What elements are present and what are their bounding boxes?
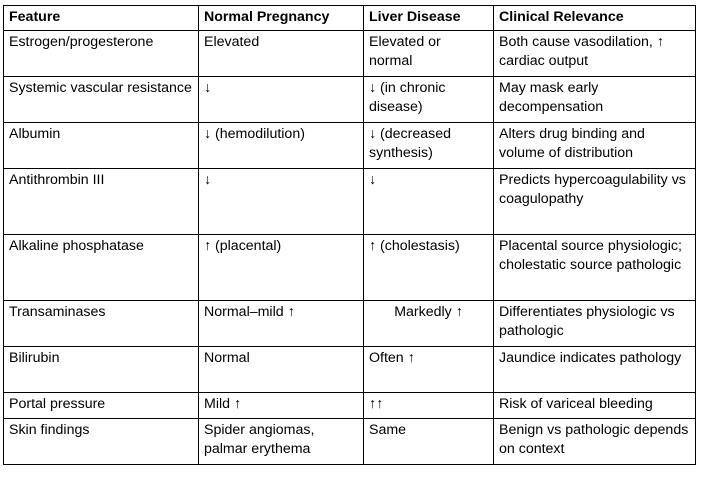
header-liver-disease: Liver Disease [364,6,494,31]
cell-feature: Estrogen/progesterone [4,31,199,77]
table-row [4,77,696,123]
cell-relevance: Differentiates physiologic vs pathologic [494,301,696,347]
cell-pregnancy: ↑ (placental) [199,235,364,301]
cell-relevance: Both cause vasodilation, ↑ cardiac output [494,31,696,77]
cell-feature: Bilirubin [4,347,199,393]
cell-pregnancy: ↓ [199,77,364,123]
cell-liver: ↑↑ [364,393,494,419]
cell-liver: ↓ (in chronic disease) [364,77,494,123]
cell-pregnancy: Spider angiomas, palmar erythema [199,419,364,465]
cell-liver: Markedly ↑ [364,301,494,347]
cell-liver: Often ↑ [364,347,494,393]
cell-pregnancy: ↓ (hemodilution) [199,123,364,169]
table-row [4,169,696,235]
cell-feature: Transaminases [4,301,199,347]
cell-relevance: Predicts hypercoagulability vs coagulopathy [494,169,696,235]
cell-feature: Skin findings [4,419,199,465]
cell-relevance: Placental source physiologic; cholestatic source pathologic [494,235,696,301]
cell-liver: ↓ [364,169,494,235]
cell-pregnancy: Normal [199,347,364,393]
cell-pregnancy: Normal–mild ↑ [199,301,364,347]
table-row [4,235,696,301]
header-normal-pregnancy: Normal Pregnancy [199,6,364,31]
cell-liver: Same [364,419,494,465]
cell-pregnancy: Mild ↑ [199,393,364,419]
table-row [4,301,696,347]
cell-feature: Systemic vascular resistance [4,77,199,123]
cell-relevance: Risk of variceal bleeding [494,393,696,419]
cell-relevance: Alters drug binding and volume of distribution [494,123,696,169]
cell-liver: ↑ (cholestasis) [364,235,494,301]
cell-feature: Portal pressure [4,393,199,419]
comparison-table [3,5,696,465]
table-row [4,31,696,77]
table-row [4,393,696,419]
cell-feature: Alkaline phosphatase [4,235,199,301]
cell-liver: Elevated or normal [364,31,494,77]
cell-feature: Antithrombin III [4,169,199,235]
table-row [4,347,696,393]
table-row [4,123,696,169]
header-row [4,6,696,31]
header-clinical-relevance: Clinical Relevance [494,6,696,31]
cell-relevance: May mask early decompensation [494,77,696,123]
cell-pregnancy: Elevated [199,31,364,77]
table-row [4,419,696,465]
cell-relevance: Jaundice indicates pathology [494,347,696,393]
cell-feature: Albumin [4,123,199,169]
header-feature: Feature [4,6,199,31]
cell-relevance: Benign vs pathologic depends on context [494,419,696,465]
cell-pregnancy: ↓ [199,169,364,235]
cell-liver: ↓ (decreased synthesis) [364,123,494,169]
